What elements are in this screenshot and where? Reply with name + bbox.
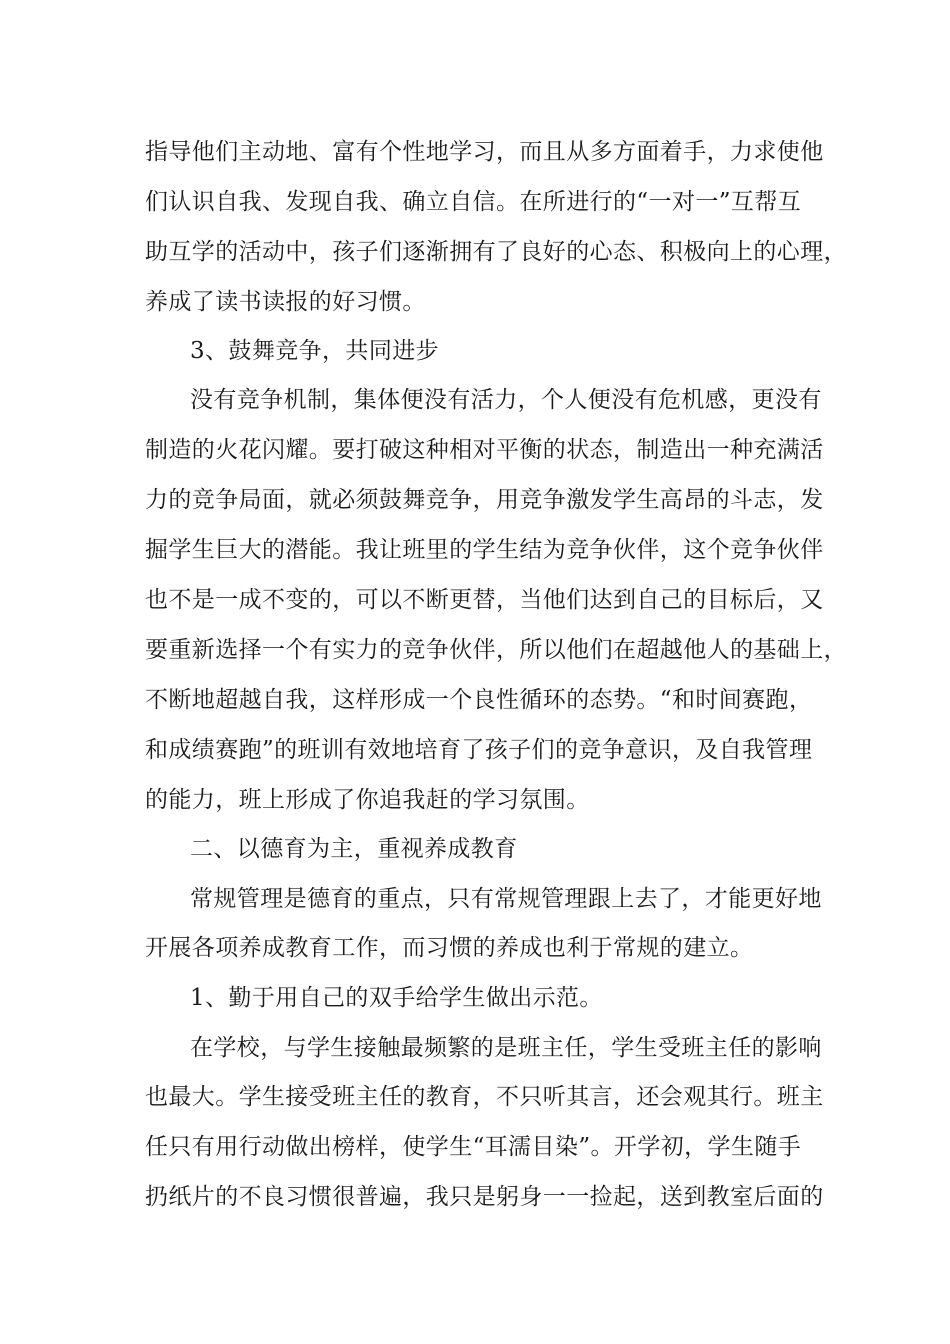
- section-heading-3: 3、鼓舞竞争，共同进步: [190, 338, 440, 364]
- text-line-1: 指导他们主动地、富有个性地学习，而且从多方面着手，力求使他: [145, 139, 824, 165]
- text-line-19: 在学校，与学生接触最频繁的是班主任，学生受班主任的影响: [190, 1035, 822, 1061]
- text-line-3: 助互学的活动中，孩子们逐渐拥有了良好的心态、积极向上的心理，: [145, 239, 847, 265]
- text-line-2: 们认识自我、发现自我、确立自信。在所进行的“一对一”互帮互: [145, 189, 802, 215]
- text-line-21: 任只有用行动做出榜样，使学生“耳濡目染”。开学初，学生随手: [145, 1134, 802, 1160]
- text-line-4: 养成了读书读报的好习惯。: [145, 289, 426, 315]
- text-line-11: 要重新选择一个有实力的竞争伙伴，所以他们在超越他人的基础上，: [145, 637, 847, 663]
- text-line-12: 不断地超越自我，这样形成一个良性循环的态势。“和时间赛跑，: [145, 687, 813, 713]
- text-line-6: 没有竞争机制，集体便没有活力，个人便没有危机感，更没有: [190, 387, 822, 413]
- text-line-13: 和成绩赛跑”的班训有效地培育了孩子们的竞争意识，及自我管理: [145, 737, 813, 763]
- text-line-7: 制造的火花闪耀。要打破这种相对平衡的状态，制造出一种充满活: [145, 437, 824, 463]
- section-heading-2: 二、以德育为主，重视养成教育: [190, 836, 518, 862]
- text-line-20: 也最大。学生接受班主任的教育，不只听其言，还会观其行。班主: [145, 1084, 824, 1110]
- text-line-10: 也不是一成不变的，可以不断更替，当他们达到自己的目标后，又: [145, 587, 824, 613]
- text-line-9: 掘学生巨大的潜能。我让班里的学生结为竞争伙伴，这个竞争伙伴: [145, 537, 824, 563]
- text-line-22: 扔纸片的不良习惯很普遍，我只是躬身一一捡起，送到教室后面的: [145, 1184, 824, 1210]
- text-line-16: 常规管理是德育的重点，只有常规管理跟上去了，才能更好地: [190, 886, 822, 912]
- text-line-8: 力的竞争局面，就必须鼓舞竞争，用竞争激发学生高昂的斗志，发: [145, 487, 824, 513]
- text-line-17: 开展各项养成教育工作，而习惯的养成也利于常规的建立。: [145, 935, 754, 961]
- subheading-1: 1、勤于用自己的双手给学生做出示范。: [190, 985, 603, 1011]
- text-line-14: 的能力，班上形成了你追我赶的学习氛围。: [145, 787, 590, 813]
